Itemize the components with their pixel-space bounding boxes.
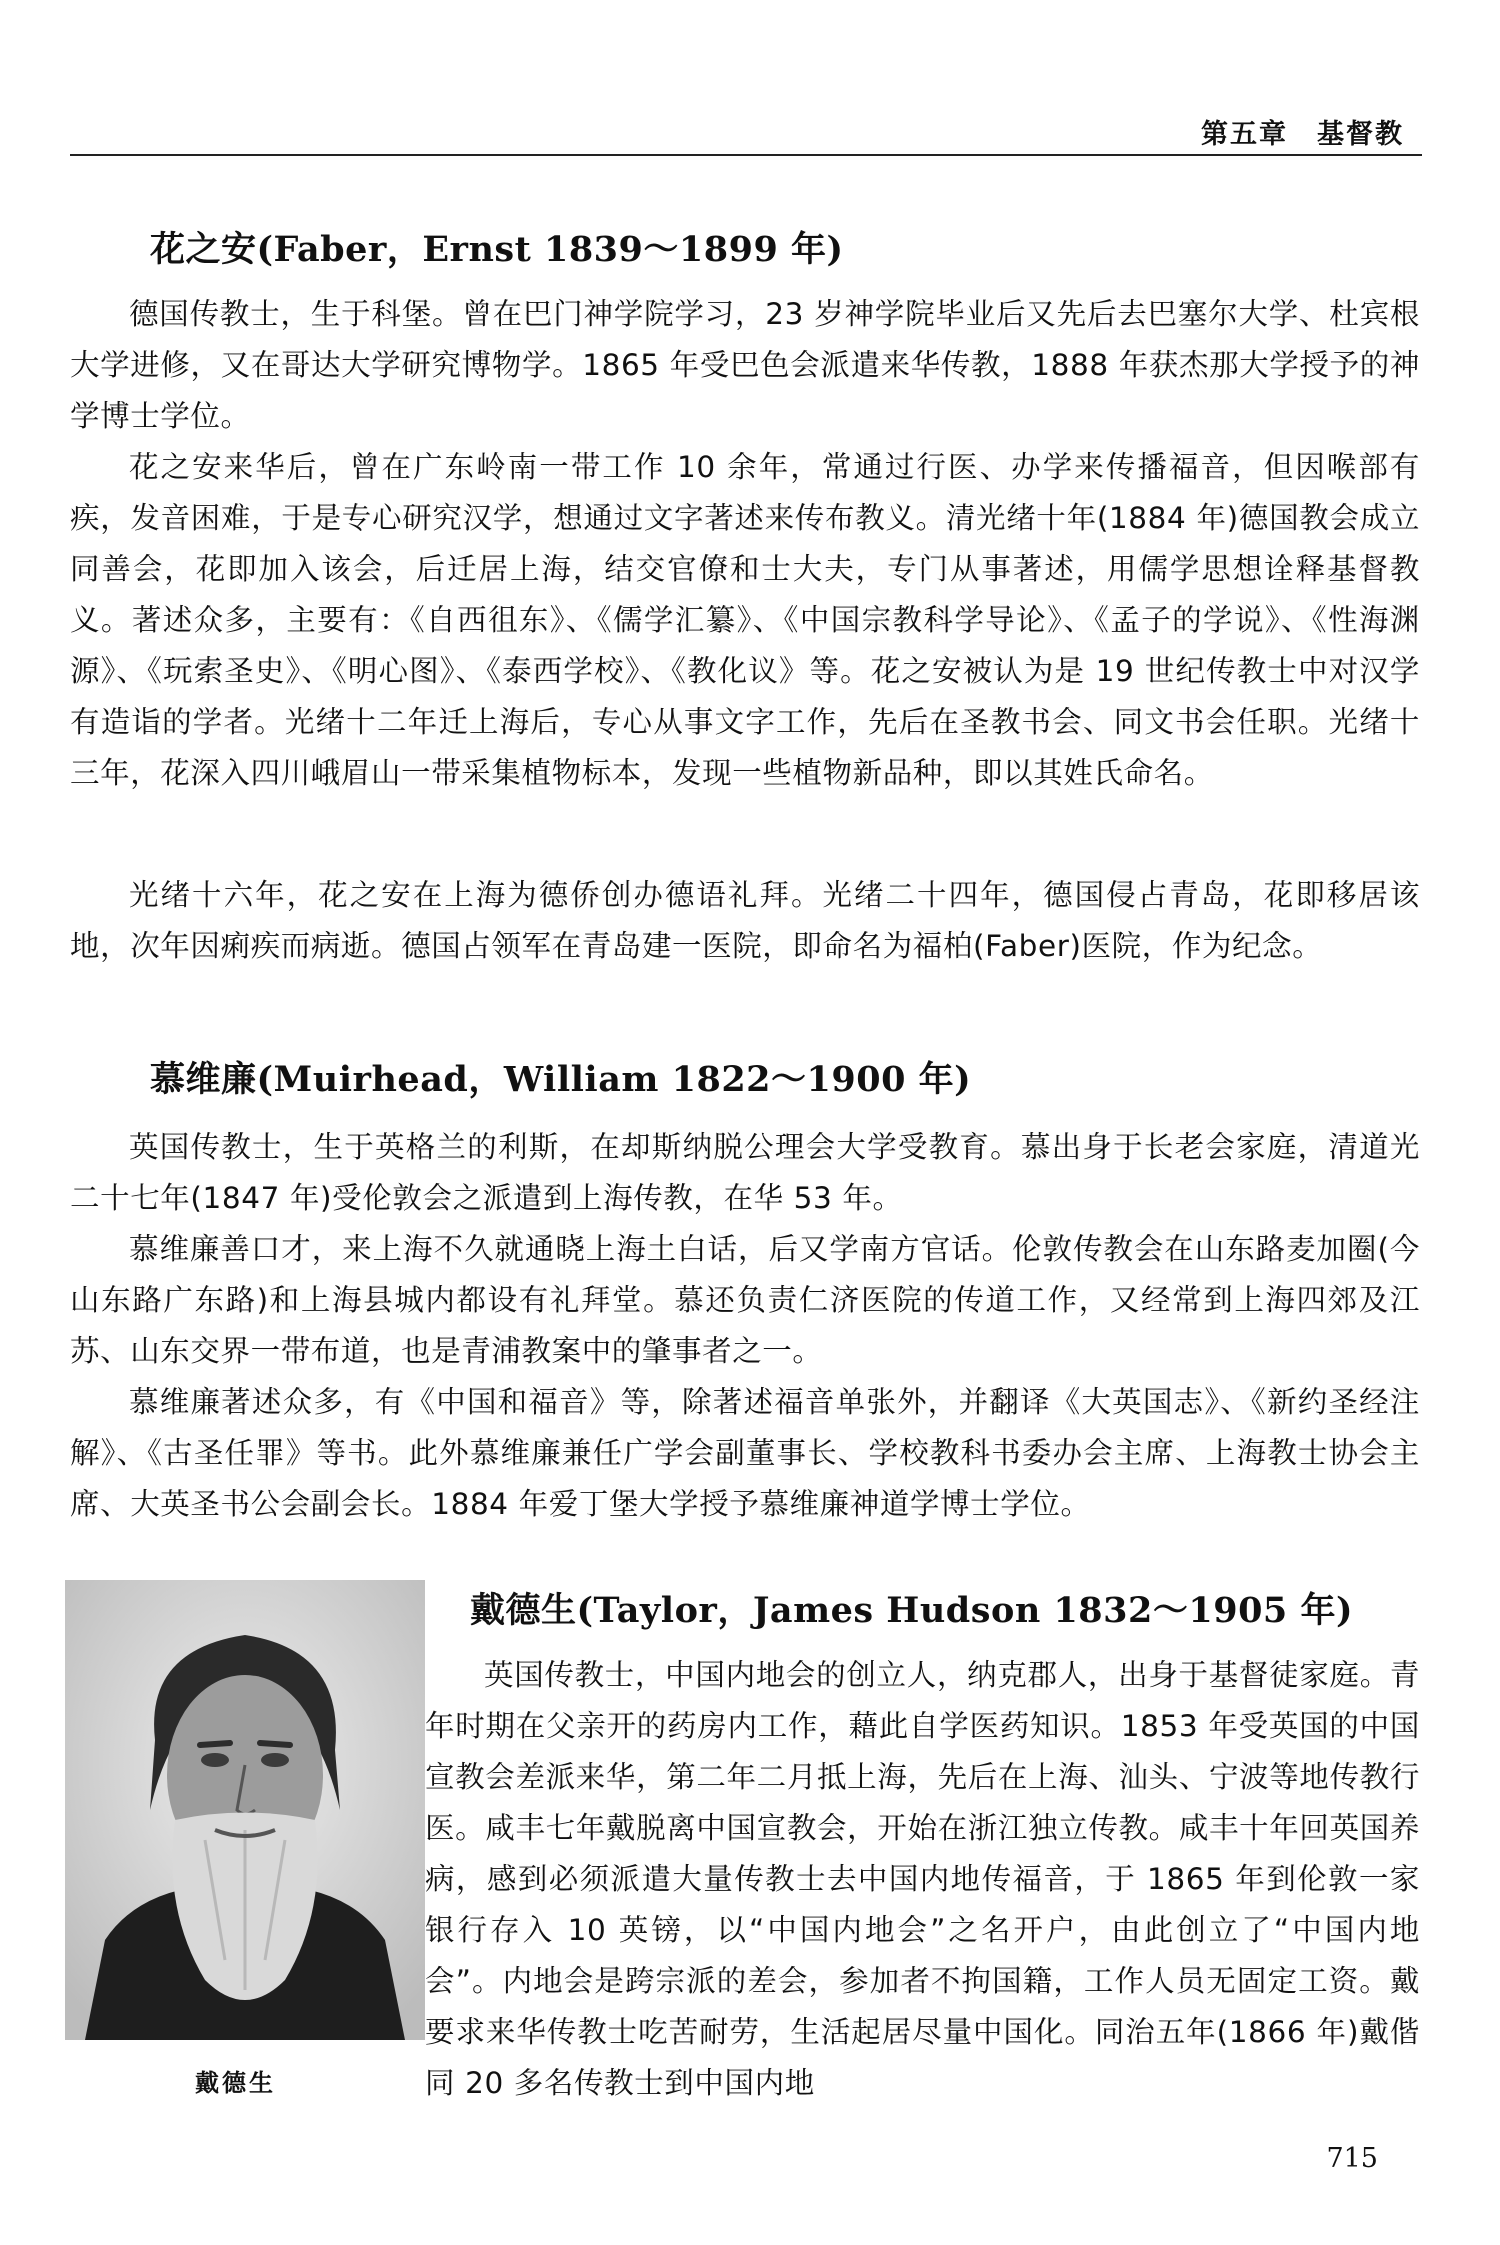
chapter-title: 第五章 基督教 xyxy=(1201,119,1404,150)
entry-title-taylor: 戴德生(Taylor，James Hudson 1832～1905 年) xyxy=(470,1590,1354,1631)
portrait-caption: 戴德生 xyxy=(195,2069,276,2097)
portrait-photo xyxy=(65,1580,425,2040)
running-header xyxy=(70,108,1422,156)
paragraph: 花之安来华后，曾在广东岭南一带工作 10 余年，常通过行医、办学来传播福音，但因喉部有疾，发音困难，于是专心研究汉学，想通过文字著述来传布教义。清光绪十年(1884 年)德国教会成立同善会，花即加入该会，后迁居上海，结交官僚和士大夫，专门从事著述，用儒学思想诠释基督教义。著述众多，主要有：《自西徂东》、《儒学汇纂》、《中国宗教科学导论》、《孟子的学说》、《性海渊源》、《玩索圣史》、《明心图》、《泰西学校》、《教化议》等。花之安被认为是 19 世纪传教士中对汉学有造诣的学者。光绪十二年迁上海后，专心从事文字工作，先后在圣教书会、同文书会任职。光绪十三年，花深入四川峨眉山一带采集植物标本，发现一些植物新品种，即以其姓氏命名。 xyxy=(70,450,1420,790)
paragraph: 英国传教士，中国内地会的创立人，纳克郡人，出身于基督徒家庭。青年时期在父亲开的药房内工作，藉此自学医药知识。1853 年受英国的中国宣教会差派来华，第二年二月抵上海，先后在上海、汕头、宁波等地传教行医。咸丰七年戴脱离中国宣教会，开始在浙江独立传教。咸丰十年回英国养病，感到必须派遣大量传教士去中国内地传福音，于 1865 年到伦敦一家银行存入 10 英镑，以“中国内地会”之名开户，由此创立了“中国内地会”。内地会是跨宗派的差会，参加者不拘国籍，工作人员无固定工资。戴要求来华传教士吃苦耐劳，生活起居尽量中国化。同治五年(1866 年)戴偕同 20 多名传教士到中国内地 xyxy=(425,1658,1420,2100)
page-number: 715 xyxy=(1326,2143,1378,2174)
paragraph: 光绪十六年，花之安在上海为德侨创办德语礼拜。光绪二十四年，德国侵占青岛，花即移居该地，次年因痢疾而病逝。德国占领军在青岛建一医院，即命名为福柏(Faber)医院，作为纪念。 xyxy=(70,878,1420,963)
paragraph: 慕维廉善口才，来上海不久就通晓上海土白话，后又学南方官话。伦敦传教会在山东路麦加圈(今山东路广东路)和上海县城内都设有礼拜堂。慕还负责仁济医院的传道工作，又经常到上海四郊及江苏、山东交界一带布道，也是青浦教案中的肇事者之一。 xyxy=(70,1232,1420,1368)
entry-title-muirhead: 慕维廉(Muirhead，William 1822～1900 年) xyxy=(150,1059,972,1100)
entry-title-faber: 花之安(Faber，Ernst 1839～1899 年) xyxy=(150,229,844,270)
paragraph: 英国传教士，生于英格兰的利斯，在却斯纳脱公理会大学受教育。慕出身于长老会家庭，清道光二十七年(1847 年)受伦敦会之派遣到上海传教，在华 53 年。 xyxy=(70,1130,1420,1215)
paragraph: 德国传教士，生于科堡。曾在巴门神学院学习，23 岁神学院毕业后又先后去巴塞尔大学、杜宾根大学进修，又在哥达大学研究博物学。1865 年受巴色会派遣来华传教，1888 年获杰那大学授予的神学博士学位。 xyxy=(70,297,1420,433)
paragraph: 慕维廉著述众多，有《中国和福音》等，除著述福音单张外，并翻译《大英国志》、《新约圣经注解》、《古圣任罪》等书。此外慕维廉兼任广学会副董事长、学校教科书委办会主席、上海教士协会主席、大英圣书公会副会长。1884 年爱丁堡大学授予慕维廉神道学博士学位。 xyxy=(70,1385,1420,1521)
